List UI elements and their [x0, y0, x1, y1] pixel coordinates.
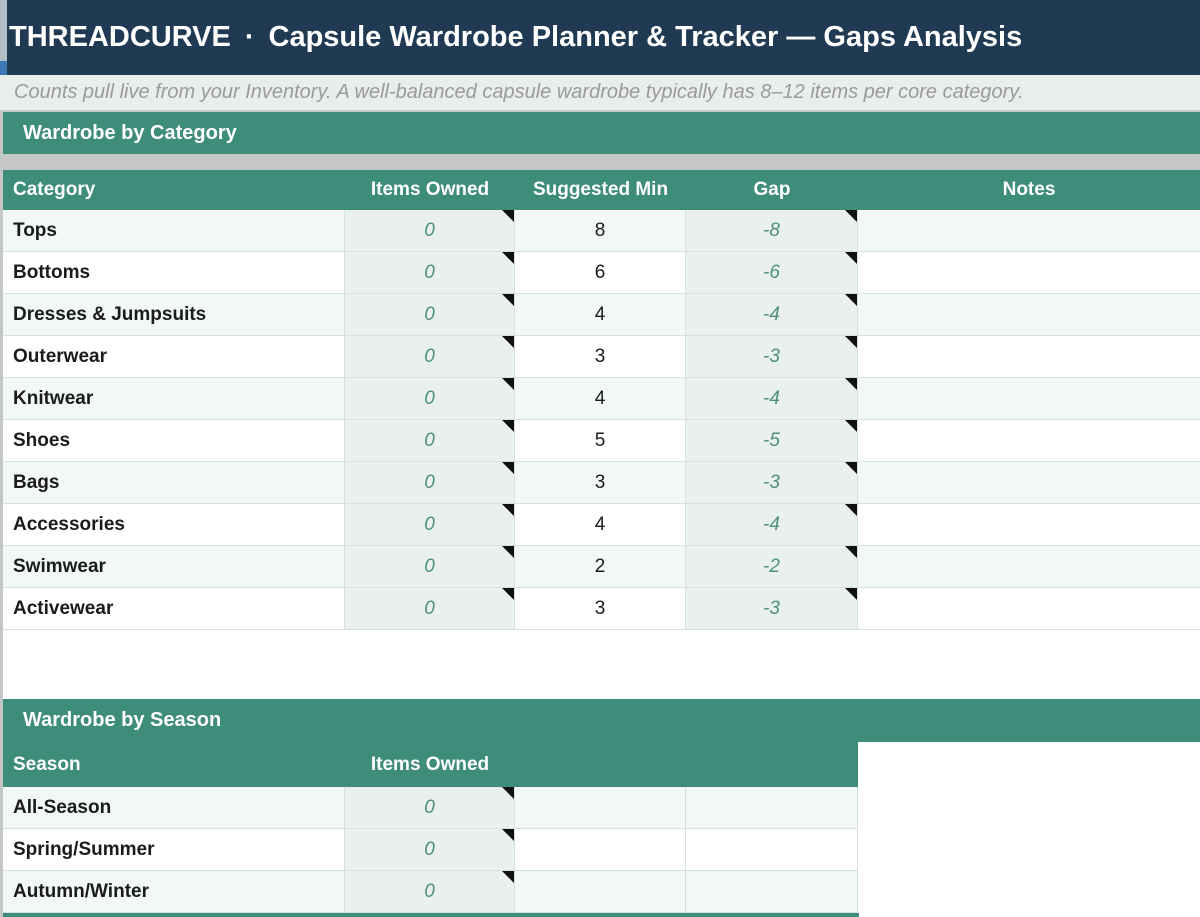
- notes-cell[interactable]: [858, 378, 1200, 420]
- suggested-min-cell[interactable]: [515, 252, 686, 294]
- suggested-min-value: 4: [594, 387, 606, 409]
- suggested-min-cell[interactable]: [515, 336, 686, 378]
- suggested-min-value: 3: [594, 597, 606, 619]
- suggested-min-cell[interactable]: [515, 504, 686, 546]
- title-separator: ·: [244, 21, 255, 53]
- comment-marker-icon: [502, 871, 514, 883]
- empty-cell[interactable]: [686, 787, 858, 829]
- suggested-min-value: 5: [594, 429, 606, 451]
- gap-cell[interactable]: [686, 378, 858, 420]
- gap-value: -3: [763, 345, 780, 367]
- notes-cell[interactable]: [858, 462, 1200, 504]
- suggested-min-cell[interactable]: [515, 462, 686, 504]
- gap-value: -4: [763, 387, 780, 409]
- gap-cell[interactable]: [686, 252, 858, 294]
- suggested-min-cell[interactable]: [515, 588, 686, 630]
- page-title: [0, 21, 1022, 54]
- items-owned-cell[interactable]: [345, 462, 515, 504]
- comment-marker-icon: [502, 336, 514, 348]
- category-cell[interactable]: Outerwear: [3, 336, 345, 378]
- comment-marker-icon: [845, 588, 857, 600]
- category-cell[interactable]: Knitwear: [3, 378, 345, 420]
- comment-marker-icon: [502, 787, 514, 799]
- subtitle-note: Counts pull live from your Inventory. A well-balanced capsule wardrobe typically has 8–12 items per core category.: [0, 75, 1200, 110]
- notes-cell[interactable]: [858, 294, 1200, 336]
- gap-value: -6: [763, 261, 780, 283]
- comment-marker-icon: [845, 294, 857, 306]
- brand-name: THREADCURVE: [9, 21, 231, 53]
- comment-marker-icon: [502, 829, 514, 841]
- comment-marker-icon: [845, 462, 857, 474]
- empty-cell[interactable]: [686, 871, 858, 913]
- gap-cell[interactable]: [686, 504, 858, 546]
- category-cell[interactable]: Shoes: [3, 420, 345, 462]
- comment-marker-icon: [845, 336, 857, 348]
- empty-cell[interactable]: [515, 871, 686, 913]
- left-gutter: [0, 0, 7, 61]
- items-owned-value: 0: [424, 219, 435, 241]
- comment-marker-icon: [845, 252, 857, 264]
- items-owned-value: 0: [424, 838, 435, 860]
- items-owned-cell[interactable]: [345, 588, 515, 630]
- page-title-text: Capsule Wardrobe Planner & Tracker — Gaps Analysis: [268, 21, 1023, 53]
- items-owned-value: 0: [424, 261, 435, 283]
- section-header-season: Wardrobe by Season: [3, 699, 1200, 742]
- comment-marker-icon: [502, 378, 514, 390]
- comment-marker-icon: [502, 588, 514, 600]
- comment-marker-icon: [845, 546, 857, 558]
- items-owned-cell[interactable]: [345, 378, 515, 420]
- items-owned-cell[interactable]: [345, 504, 515, 546]
- items-owned-value: 0: [424, 880, 435, 902]
- items-owned-value: 0: [424, 796, 435, 818]
- gap-cell[interactable]: [686, 210, 858, 252]
- empty-cell[interactable]: [686, 829, 858, 871]
- items-owned-value: 0: [424, 597, 435, 619]
- comment-marker-icon: [845, 378, 857, 390]
- season-cell[interactable]: Autumn/Winter: [3, 871, 345, 913]
- next-section-bar-partial: [3, 913, 859, 917]
- table-season: [3, 742, 858, 913]
- gap-value: -4: [763, 513, 780, 535]
- items-owned-cell[interactable]: [345, 210, 515, 252]
- category-cell[interactable]: Tops: [3, 210, 345, 252]
- column-header-empty: [686, 742, 858, 787]
- gap-cell[interactable]: [686, 294, 858, 336]
- items-owned-cell[interactable]: [345, 336, 515, 378]
- comment-marker-icon: [502, 252, 514, 264]
- notes-cell[interactable]: [858, 252, 1200, 294]
- category-cell[interactable]: Dresses & Jumpsuits: [3, 294, 345, 336]
- gap-value: -4: [763, 303, 780, 325]
- suggested-min-cell[interactable]: [515, 546, 686, 588]
- season-cell[interactable]: All-Season: [3, 787, 345, 829]
- items-owned-value: 0: [424, 387, 435, 409]
- comment-marker-icon: [845, 420, 857, 432]
- gap-value: -2: [763, 555, 780, 577]
- items-owned-value: 0: [424, 345, 435, 367]
- items-owned-cell[interactable]: [345, 294, 515, 336]
- category-cell[interactable]: Swimwear: [3, 546, 345, 588]
- suggested-min-value: 4: [594, 513, 606, 535]
- column-header-category: Category: [3, 170, 345, 210]
- suggested-min-cell[interactable]: [515, 420, 686, 462]
- gap-cell[interactable]: [686, 546, 858, 588]
- items-owned-cell[interactable]: [345, 787, 515, 829]
- gap-cell[interactable]: [686, 462, 858, 504]
- category-cell[interactable]: Accessories: [3, 504, 345, 546]
- category-cell[interactable]: Bottoms: [3, 252, 345, 294]
- gap-value: -3: [763, 471, 780, 493]
- items-owned-cell[interactable]: [345, 420, 515, 462]
- items-owned-value: 0: [424, 471, 435, 493]
- items-owned-cell[interactable]: [345, 871, 515, 913]
- suggested-min-value: 2: [594, 555, 606, 577]
- comment-marker-icon: [502, 210, 514, 222]
- items-owned-cell[interactable]: [345, 829, 515, 871]
- column-header-gap: Gap: [686, 170, 858, 210]
- notes-cell[interactable]: [858, 588, 1200, 630]
- app-title-bar: [0, 0, 1200, 75]
- column-header-items-owned: Items Owned: [345, 170, 515, 210]
- comment-marker-icon: [502, 462, 514, 474]
- comment-marker-icon: [502, 420, 514, 432]
- notes-cell[interactable]: [858, 546, 1200, 588]
- suggested-min-cell[interactable]: [515, 378, 686, 420]
- gap-cell[interactable]: [686, 336, 858, 378]
- gap-cell[interactable]: [686, 588, 858, 630]
- table-category: [3, 170, 1200, 630]
- empty-cell[interactable]: [515, 829, 686, 871]
- items-owned-value: 0: [424, 303, 435, 325]
- suggested-min-value: 8: [594, 219, 606, 241]
- items-owned-cell[interactable]: [345, 546, 515, 588]
- suggested-min-value: 3: [594, 471, 606, 493]
- category-cell[interactable]: Activewear: [3, 588, 345, 630]
- gap-value: -8: [763, 219, 780, 241]
- comment-marker-icon: [502, 294, 514, 306]
- empty-cell[interactable]: [515, 787, 686, 829]
- comment-marker-icon: [502, 504, 514, 516]
- items-owned-value: 0: [424, 555, 435, 577]
- notes-cell[interactable]: [858, 420, 1200, 462]
- items-owned-value: 0: [424, 513, 435, 535]
- notes-cell[interactable]: [858, 210, 1200, 252]
- suggested-min-value: 6: [594, 261, 606, 283]
- suggested-min-cell[interactable]: [515, 294, 686, 336]
- gap-value: -5: [763, 429, 780, 451]
- category-cell[interactable]: Bags: [3, 462, 345, 504]
- items-owned-cell[interactable]: [345, 252, 515, 294]
- notes-cell[interactable]: [858, 336, 1200, 378]
- gap-value: -3: [763, 597, 780, 619]
- suggested-min-value: 3: [594, 345, 606, 367]
- comment-marker-icon: [502, 546, 514, 558]
- column-header-notes: Notes: [858, 170, 1200, 210]
- suggested-min-value: 4: [594, 303, 606, 325]
- section-header-category: Wardrobe by Category: [3, 112, 1200, 154]
- comment-marker-icon: [845, 504, 857, 516]
- column-header-empty: [515, 742, 686, 787]
- column-header-suggested-min: Suggested Min: [515, 170, 686, 210]
- column-header-items-owned: Items Owned: [345, 742, 515, 787]
- comment-marker-icon: [845, 210, 857, 222]
- suggested-min-cell[interactable]: [515, 210, 686, 252]
- column-header-season: Season: [3, 742, 345, 787]
- items-owned-value: 0: [424, 429, 435, 451]
- season-cell[interactable]: Spring/Summer: [3, 829, 345, 871]
- left-gutter-accent: [0, 61, 7, 75]
- gap-cell[interactable]: [686, 420, 858, 462]
- notes-cell[interactable]: [858, 504, 1200, 546]
